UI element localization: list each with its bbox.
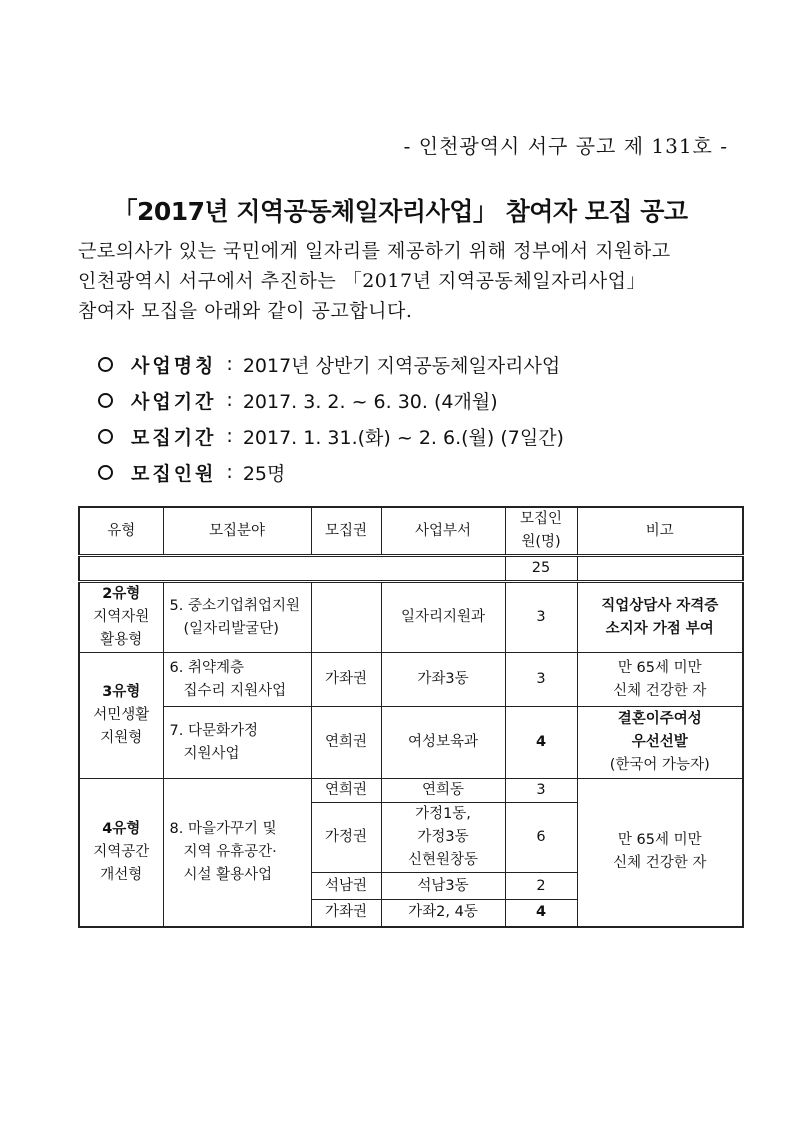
- summary-label: 모집기간: [131, 426, 217, 449]
- count-cell: 3: [505, 653, 577, 707]
- summary-list: [98, 346, 564, 490]
- count-cell: 2: [505, 873, 577, 900]
- field-text: 8. 마을가꾸기 및: [169, 820, 277, 837]
- summary-value: 2017. 3. 2. ~ 6. 30. (4개월): [242, 390, 498, 413]
- summary-item-recruit-count: [98, 454, 564, 490]
- department-cell: 일자리지원과: [381, 582, 505, 653]
- summary-value: 25명: [242, 462, 286, 485]
- field-cell: [163, 707, 311, 779]
- type-name: 2유형: [102, 586, 141, 602]
- note-cell: [577, 582, 743, 653]
- header-type: 유형: [79, 507, 163, 556]
- colon-separator: :: [226, 353, 233, 375]
- type-desc: 지원형: [100, 730, 143, 746]
- zone-cell: 석남권: [311, 873, 381, 900]
- note-cell: [577, 653, 743, 707]
- colon-separator: :: [226, 389, 233, 411]
- field-cell: [163, 653, 311, 707]
- circle-bullet-icon: [98, 393, 113, 408]
- note-text: 만 65세 미만: [617, 659, 702, 676]
- department-cell: 연희동: [381, 779, 505, 803]
- department-cell: 석남3동: [381, 873, 505, 900]
- department-text: 가정3동: [417, 829, 469, 845]
- type-desc: 지역공간: [93, 843, 150, 860]
- table-row-type3-field7: [79, 707, 743, 779]
- note-text: (한국어 가능자): [609, 757, 710, 773]
- summary-item-recruit-period: [98, 418, 564, 454]
- note-text: 만 65세 미만: [617, 832, 702, 849]
- circle-bullet-icon: [98, 429, 113, 444]
- summary-value: 2017년 상반기 지역공동체일자리사업: [242, 354, 561, 377]
- note-text: 소지자 가점 부여: [605, 620, 714, 637]
- zone-cell: 연희권: [311, 707, 381, 779]
- note-cell: [577, 779, 743, 927]
- type-name: 4유형: [102, 820, 141, 837]
- header-recruit-line: 원(명): [521, 534, 561, 550]
- summary-label: 모집인원: [131, 462, 217, 485]
- count-cell: 3: [505, 779, 577, 803]
- summary-item-business-name: [98, 346, 564, 382]
- circle-bullet-icon: [98, 357, 113, 372]
- count-cell: 4: [505, 707, 577, 779]
- type-desc: 활용형: [100, 632, 143, 648]
- note-text: 결혼이주여성: [617, 711, 702, 727]
- total-count: 25: [505, 556, 577, 582]
- note-text: 신체 건강한 자: [613, 855, 707, 872]
- recruitment-table: [78, 506, 744, 928]
- type-desc: 지역자원: [93, 609, 150, 625]
- zone-cell: 가좌권: [311, 653, 381, 707]
- count-cell: 3: [505, 582, 577, 653]
- department-cell: 가좌3동: [381, 653, 505, 707]
- header-note: 비고: [577, 507, 743, 556]
- field-text: 5. 중소기업취업지원: [169, 597, 300, 614]
- summary-label: 사업명칭: [131, 354, 217, 377]
- table-row-type3-field6: [79, 653, 743, 707]
- header-recruit-line: 모집인: [519, 511, 563, 527]
- intro-paragraph: [78, 236, 728, 326]
- summary-value: 2017. 1. 31.(화) ~ 2. 6.(월) (7일간): [242, 426, 564, 449]
- field-text: 집수리 지원사업: [183, 682, 287, 699]
- summary-label: 사업기간: [131, 390, 217, 413]
- header-field: 모집분야: [163, 507, 311, 556]
- table-row-type4-yeonhui: [79, 779, 743, 803]
- colon-separator: :: [226, 425, 233, 447]
- table-header-row: [79, 507, 743, 556]
- field-cell: [163, 779, 311, 927]
- field-text: 6. 취약계층: [169, 659, 244, 676]
- zone-cell: [311, 582, 381, 653]
- notice-number: - 인천광역시 서구 공고 제 131호 -: [403, 134, 728, 158]
- type-cell: [79, 653, 163, 779]
- type-cell: [79, 779, 163, 927]
- department-text: 신현원창동: [407, 852, 479, 868]
- field-text: 지원사업: [183, 745, 240, 762]
- department-cell: 여성보육과: [381, 707, 505, 779]
- department-text: 가정1동,: [415, 806, 471, 822]
- department-cell: [381, 803, 505, 873]
- total-label-cell: [79, 556, 505, 582]
- note-text: 신체 건강한 자: [613, 682, 707, 699]
- field-text: 시설 활용사업: [183, 866, 273, 883]
- type-desc: 서민생활: [93, 707, 150, 723]
- summary-item-business-period: [98, 382, 564, 418]
- header-zone: 모집권: [311, 507, 381, 556]
- circle-bullet-icon: [98, 465, 113, 480]
- type-desc: 개선형: [100, 866, 143, 883]
- colon-separator: :: [226, 461, 233, 483]
- count-cell: 6: [505, 803, 577, 873]
- zone-cell: 가좌권: [311, 900, 381, 927]
- table-row-total: [79, 556, 743, 582]
- field-text: 지역 유휴공간·: [183, 843, 277, 860]
- intro-line: 인천광역시 서구에서 추진하는 「2017년 지역공동체일자리사업」: [78, 270, 647, 292]
- field-text: (일자리발굴단): [183, 620, 279, 637]
- type-name: 3유형: [102, 684, 141, 700]
- department-cell: 가좌2, 4동: [381, 900, 505, 927]
- intro-line: 근로의사가 있는 국민에게 일자리를 제공하기 위해 정부에서 지원하고: [78, 240, 671, 262]
- intro-line: 참여자 모집을 아래와 같이 공고합니다.: [78, 300, 413, 322]
- total-note-cell: [577, 556, 743, 582]
- note-cell: [577, 707, 743, 779]
- note-text: 직업상담사 자격증: [601, 597, 719, 614]
- header-department: 사업부서: [381, 507, 505, 556]
- zone-cell: 연희권: [311, 779, 381, 803]
- field-text: 7. 다문화가정: [169, 722, 258, 739]
- page-title: 「2017년 지역공동체일자리사업」 참여자 모집 공고: [112, 197, 688, 226]
- table-row-type2: [79, 582, 743, 653]
- note-text: 우선선발: [631, 734, 688, 750]
- header-recruit-count: [505, 507, 577, 556]
- type-cell: [79, 582, 163, 653]
- field-cell: [163, 582, 311, 653]
- zone-cell: 가정권: [311, 803, 381, 873]
- count-cell: 4: [505, 900, 577, 927]
